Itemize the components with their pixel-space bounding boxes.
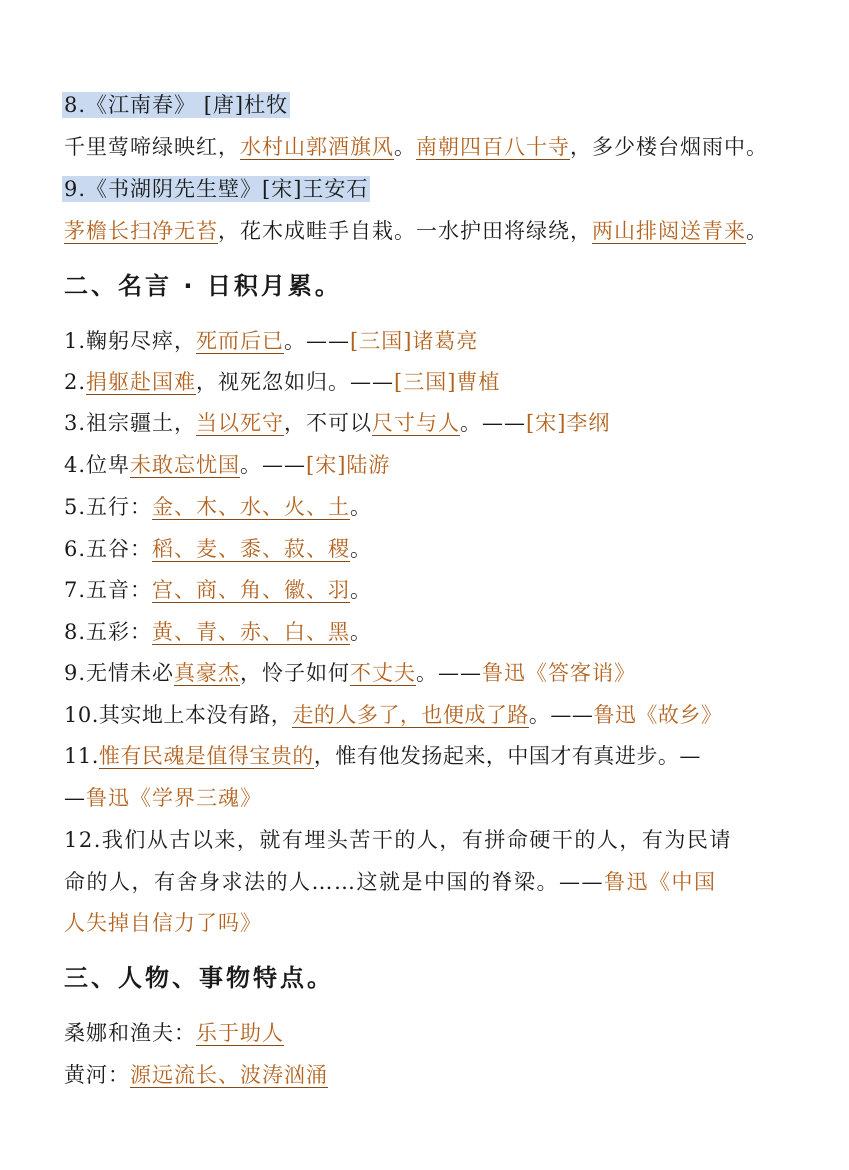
quote-text: 。——: [240, 453, 307, 477]
answer-blank: 茅檐长扫净无苔: [64, 219, 218, 243]
quote-item: [64, 658, 636, 688]
quote-text: 8.五彩：: [64, 620, 153, 644]
quote-source: [三国]曹植: [394, 370, 501, 394]
quote-item-continuation: [64, 908, 262, 938]
poem-text-segment: ，花木成畦手自栽。一水护田将绿绕，: [218, 219, 592, 243]
quote-text: ，怜子如何: [240, 661, 351, 685]
section-heading: 二、名言 · 日积月累。: [64, 272, 342, 300]
quote-item-continuation: [64, 783, 262, 813]
answer-blank: 水村山郭酒旗风: [240, 135, 394, 159]
highlighted-poem-title: 9.《书湖阴先生壁》[宋]王安石: [64, 177, 369, 201]
quote-text: 3.祖宗疆土，: [64, 411, 197, 435]
poem-title: [64, 174, 370, 204]
quote-item: [64, 617, 372, 647]
answer-blank: 宫、商、角、徽、羽: [152, 578, 351, 602]
quote-text: 5.五行：: [64, 495, 153, 519]
quote-item: [64, 326, 478, 356]
quote-item-continuation: [64, 867, 717, 897]
answer-blank: 死而后已: [196, 329, 285, 353]
quote-text: 6.五谷：: [64, 537, 153, 561]
section-heading: 三、人物、事物特点。: [64, 964, 334, 992]
quote-text: 1.鞠躬尽瘁，: [64, 329, 197, 353]
quote-text: ，惟有他发扬起来，中国才有真进步。—: [313, 744, 701, 768]
quote-text: 。: [350, 578, 373, 602]
poem-text-segment: 。: [394, 135, 416, 159]
quote-item: [64, 408, 610, 438]
quote-text: ，视死忽如归。——: [196, 370, 395, 394]
quote-text: 。: [350, 620, 373, 644]
poem-text-segment: 。: [746, 219, 768, 243]
answer-blank: 黄、青、赤、白、黑: [152, 620, 351, 644]
answer-blank: 未敢忘忧国: [130, 453, 241, 477]
quote-text: 。——: [284, 329, 351, 353]
answer-blank: 真豪杰: [174, 661, 241, 685]
answer-blank: 源远流长、波涛汹涌: [130, 1063, 328, 1087]
answer-blank: 两山排闼送青来: [592, 219, 746, 243]
quote-text: —: [64, 786, 86, 810]
quote-text: 4.位卑: [64, 453, 131, 477]
quote-text: 。: [350, 495, 373, 519]
feature-label: 桑娜和渔夫：: [64, 1021, 196, 1045]
quote-source: [三国]诸葛亮: [350, 329, 479, 353]
quote-text: 9.无情未必: [64, 661, 175, 685]
quote-item: [64, 700, 722, 730]
quote-text: 11.: [64, 744, 99, 768]
quote-item: [64, 575, 372, 605]
quote-source: [宋]陆游: [306, 453, 391, 477]
quote-text: 。——: [528, 703, 594, 727]
quote-source: 鲁迅《学界三魂》: [86, 786, 262, 810]
quote-source: [宋]李纲: [526, 411, 611, 435]
quote-text: 2.: [64, 370, 87, 394]
quote-item: 12.我们从古以来，就有埋头苦干的人，有拼命硬干的人，有为民请: [64, 828, 732, 852]
quote-text: 。——: [460, 411, 527, 435]
answer-blank: 惟有民魂是值得宝贵的: [98, 744, 314, 768]
quote-text: ，不可以: [284, 411, 373, 435]
quote-text: 7.五音：: [64, 578, 153, 602]
quote-item: [64, 492, 372, 522]
quote-text: 。——: [416, 661, 483, 685]
highlighted-poem-title: 8.《江南春》 [唐]杜牧: [64, 93, 289, 117]
answer-blank: 不丈夫: [350, 661, 417, 685]
quote-source: 鲁迅《答客诮》: [482, 661, 637, 685]
quote-item: [64, 534, 372, 564]
poem-text-segment: 千里莺啼绿映红，: [64, 135, 240, 159]
poem-text-segment: ，多少楼台烟雨中。: [570, 135, 768, 159]
quote-source: 鲁迅《中国: [604, 870, 717, 894]
feature-item: [64, 1018, 284, 1048]
quote-item: [64, 367, 500, 397]
answer-blank: 乐于助人: [196, 1021, 284, 1045]
quote-source: 鲁迅《故乡》: [593, 703, 723, 727]
poem-text: [64, 132, 768, 162]
poem-text: [64, 216, 768, 246]
quote-text: 。: [350, 537, 373, 561]
answer-blank: 金、木、水、火、土: [152, 495, 351, 519]
answer-blank: 走的人多了，也便成了路: [292, 703, 529, 727]
answer-blank: 尺寸与人: [372, 411, 461, 435]
feature-label: 黄河：: [64, 1063, 130, 1087]
quote-text: 10.其实地上本没有路，: [64, 703, 293, 727]
answer-blank: 稻、麦、黍、菽、稷: [152, 537, 351, 561]
answer-blank: 南朝四百八十寺: [416, 135, 570, 159]
quote-item: [64, 741, 701, 771]
answer-blank: 当以死守: [196, 411, 285, 435]
poem-title: [64, 90, 290, 120]
quote-item: [64, 450, 390, 480]
quote-source: 人失掉自信力了吗》: [64, 911, 262, 935]
feature-item: [64, 1060, 328, 1090]
quote-text: 命的人，有舍身求法的人……这就是中国的脊梁。——: [64, 870, 604, 894]
answer-blank: 捐躯赴国难: [86, 370, 197, 394]
